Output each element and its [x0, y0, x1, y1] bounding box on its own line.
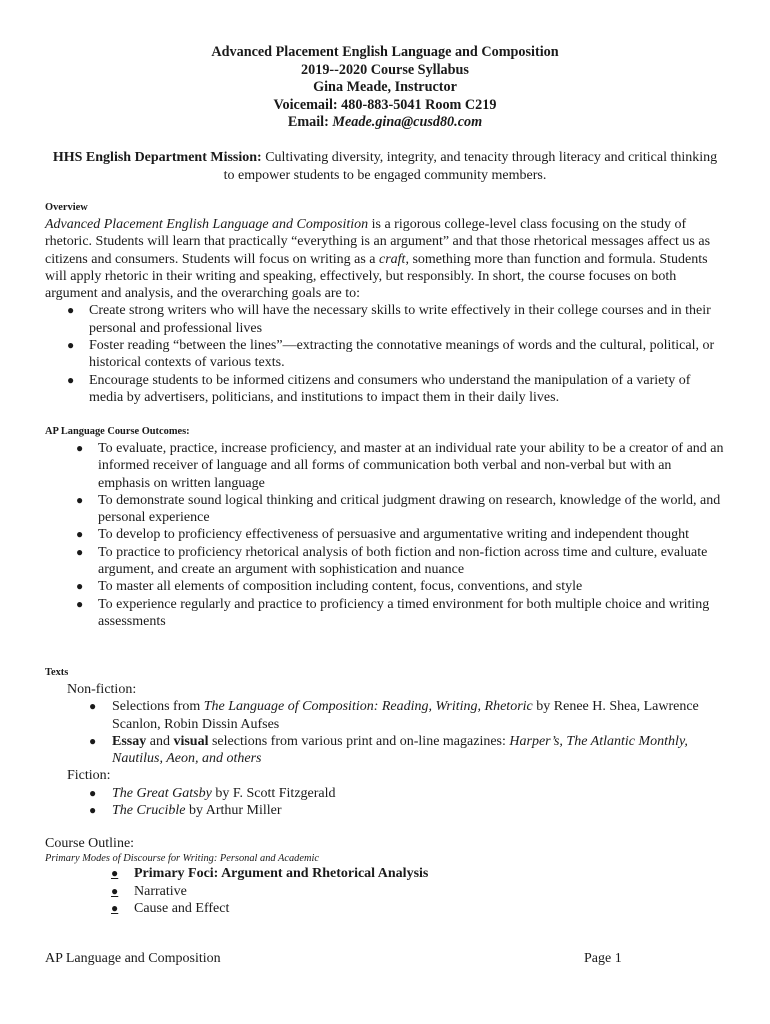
book-title: The Great Gatsby [112, 785, 212, 801]
book-title: The Language of Composition: Reading, Writing, Rhetoric [203, 699, 533, 715]
outcomes-list [45, 440, 725, 630]
mission-text: Cultivating diversity, integrity, and tenacity through literacy and critical thinking to empower students to be engaged community members. [223, 150, 718, 183]
department-mission [48, 149, 722, 184]
course-outline-subheading: Primary Modes of Discourse for Writing: Personal and Academic [45, 853, 319, 865]
list-item: ● The Great Gatsby by F. Scott Fitzgerald [89, 785, 336, 801]
bullet-icon: ● [111, 866, 119, 881]
list-item: ● To master all elements of composition including content, focus, conventions, and style [76, 579, 583, 595]
magazine-titles: Harper’s, The Atlantic Monthly, Nautilus, Aeon, and others [112, 733, 688, 767]
texts-heading: Texts [45, 667, 69, 678]
list-item: ● To experience regularly and practice to proficiency a timed environment for both multiple choice and writing assessments [76, 596, 710, 629]
list-item: ● Essay and visual selections from various print and on-line magazines: Harper’s, The Atlantic Monthly, Nautilus, Aeon, and others [89, 733, 688, 767]
bullet-icon: ● [67, 338, 75, 353]
course-title: Advanced Placement English Language and Composition [211, 44, 559, 60]
list-item: ● Create strong writers who will have the necessary skills to write effectively in their college courses and in their personal and professional lives [67, 303, 711, 336]
bullet-icon: ● [76, 441, 84, 455]
bullet-icon: ● [111, 883, 119, 898]
overview-craft: craft [379, 251, 406, 267]
bullet-icon: ● [67, 372, 75, 387]
list-item: ● To develop to proficiency effectiveness of persuasive and argumentative writing and independent thought [76, 527, 689, 543]
overview-paragraph [45, 216, 725, 302]
email-link[interactable]: Meade.gina@cusd80.com [332, 114, 483, 130]
list-item: ● The Crucible by Arthur Miller [89, 803, 282, 819]
syllabus-header [0, 44, 770, 132]
list-item: ● Narrative [111, 883, 187, 899]
overview-text-2: , something more than function and formula. Students will apply rhetoric in their writing and speaking, effectively, but responsibly. In short, the course focuses on both argument and analysis, and the overarching goals are to: [45, 251, 708, 302]
email-label: Email: [287, 114, 333, 130]
list-item: ● Cause and Effect [111, 900, 230, 916]
nonfiction-list [45, 698, 725, 767]
bullet-icon: ● [76, 544, 84, 559]
bullet-icon: ● [76, 492, 84, 507]
footer-course-name: AP Language and Composition [45, 951, 221, 966]
bullet-icon: ● [76, 527, 84, 542]
mission-label: HHS English Department Mission: [52, 150, 262, 165]
list-item: ● Selections from The Language of Composition: Reading, Writing, Rhetoric by Renee H. Shea, Lawrence Scanlon, Robin Dissin Aufses [89, 699, 699, 732]
overview-section [45, 201, 725, 406]
bullet-icon: ● [67, 303, 75, 318]
list-item: ● To evaluate, practice, increase proficiency, and master at an individual rate your ability to be a creator of and an informed receiver of language and all forms of communication both verbal and non-verbal but with an emphasis on written language [76, 441, 724, 491]
bullet-icon: ● [89, 785, 97, 800]
instructor-name: Gina Meade, Instructor [313, 79, 457, 95]
email-line [0, 114, 770, 132]
bullet-icon: ● [111, 900, 119, 915]
list-item: ● Encourage students to be informed citizens and consumers who understand the manipulation of a variety of media by advertisers, politicians, and institutions to impact them in their daily lives. [67, 372, 691, 405]
fiction-label: Fiction: [67, 768, 111, 784]
outcomes-heading: AP Language Course Outcomes: [45, 426, 190, 437]
bullet-icon: ● [89, 803, 97, 818]
bullet-icon: ● [76, 596, 84, 611]
bullet-icon: ● [89, 733, 97, 748]
course-year: 2019--2020 Course Syllabus [301, 61, 469, 78]
overview-goals-list [45, 302, 725, 406]
bullet-icon: ● [76, 579, 84, 594]
course-outline-heading: Course Outline: [45, 836, 135, 851]
texts-section [45, 666, 725, 819]
bullet-icon: ● [89, 699, 97, 714]
voicemail-room: Voicemail: 480-883-5041 Room C219 [273, 96, 497, 113]
page-number: Page 1 [584, 951, 622, 966]
outline-list [45, 865, 725, 917]
list-item: ● Foster reading “between the lines”—extracting the connotative meanings of words and the cultural, political, or historical contexts of various texts. [67, 338, 715, 371]
course-outline-section [45, 835, 725, 917]
fiction-list [45, 785, 725, 820]
book-title: The Crucible [112, 803, 186, 819]
overview-heading: Overview [45, 202, 88, 213]
nonfiction-label: Non-fiction: [67, 682, 137, 697]
list-item: ● Primary Foci: Argument and Rhetorical Analysis [111, 866, 429, 882]
list-item: ● To practice to proficiency rhetorical analysis of both fiction and non-fiction across time and culture, evaluate argument, and create an argument with sophistication and nuance [76, 544, 708, 578]
overview-course-title: Advanced Placement English Language and Composition [45, 217, 369, 232]
outcomes-section [45, 425, 725, 630]
list-item: ● To demonstrate sound logical thinking and critical judgment drawing on research, knowledge of the world, and personal experience [76, 492, 721, 526]
overview-text-1: is a rigorous college-level class focusing on the study of rhetoric. Students will learn that practically “everything is an argument” and that those rhetorical messages affect us as citizens and consumers. Students will focus on writing as a [45, 217, 711, 267]
